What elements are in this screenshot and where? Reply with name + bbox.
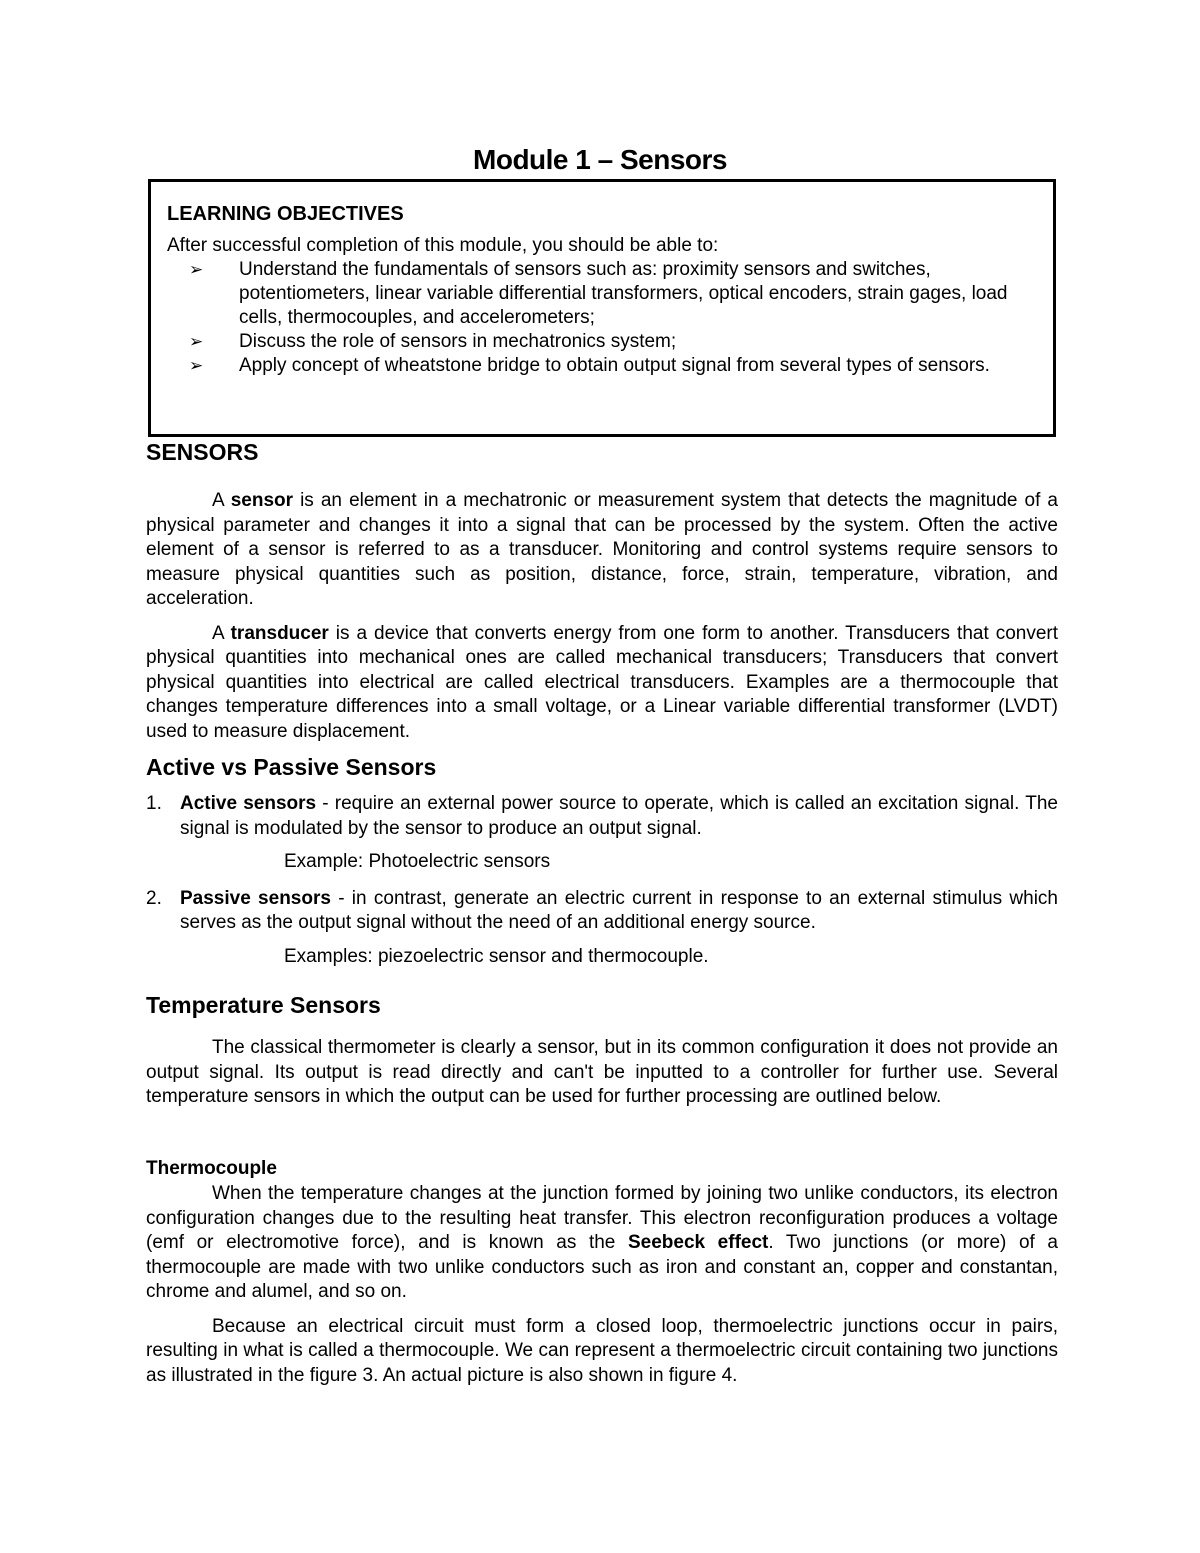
text-run: A: [212, 490, 231, 511]
sensors-heading: SENSORS: [146, 439, 259, 465]
thermocouple-paragraph-2: Because an electrical circuit must form a closed loop, thermoelectric junctions occur in pairs, resulting in what is called a thermocouple. We can represent a thermoelectric circuit containing two junctions as illustrated in the figure 3. An actual picture is also shown in figure 4.: [146, 1315, 1058, 1386]
objective-item: [167, 354, 1053, 378]
objectives-intro: After successful completion of this module, you should be able to:: [167, 235, 719, 256]
text-run: is an element in a mechatronic or measurement system that detects the magnitude of a physical parameter and changes it into a signal that can be processed by the system. Often the active element of a sensor is referred to as a transducer. Monitoring and control systems require sensors to measure physical quantities such as position, distance, force, strain, temperature, vibration, and acceleration.: [146, 490, 1059, 609]
thermocouple-section: [146, 1156, 1058, 1388]
thermocouple-heading: Thermocouple: [146, 1158, 277, 1179]
objective-text: Discuss the role of sensors in mechatronics system;: [239, 331, 677, 352]
text-run: - require an external power source to operate, which is called an excitation signal. The signal is modulated by the sensor to produce an output signal.: [180, 793, 1058, 839]
list-item: [146, 792, 1058, 841]
text-run: - in contrast, generate an electric current in response to an external stimulus which serves as the output signal without the need of an additional energy source.: [180, 887, 1058, 933]
list-item: [146, 887, 1058, 936]
arrow-bullet-icon: ➢: [189, 260, 204, 279]
term-sensor: sensor: [230, 490, 294, 511]
term-seebeck-effect: Seebeck effect: [627, 1232, 769, 1253]
sensors-paragraph-1: [146, 489, 1058, 612]
text-run: . Two junctions (or more) of a thermocouple are made with two unlike conductors such as iron and constant an, copper and constantan, chrome and alumel, and so on.: [146, 1232, 1059, 1302]
objective-text: Understand the fundamentals of sensors such as: proximity sensors and switches, potentiometers, linear variable differential transformers, optical encoders, strain gages, load cells, thermocouples, and accelerometers;: [239, 259, 1008, 328]
sensor-types-list: [146, 887, 1058, 936]
text-run: When the temperature changes at the junction formed by joining two unlike conductors, its electron configuration changes due to the resulting heat transfer. This electron reconfiguration produces a voltage (emf or electromotive force), and is known as the: [146, 1183, 1058, 1253]
sensor-types-list: [146, 792, 1058, 841]
objective-text: Apply concept of wheatstone bridge to obtain output signal from several types of sensors.: [239, 355, 990, 376]
active-passive-section: [146, 752, 1058, 969]
temperature-paragraph: The classical thermometer is clearly a sensor, but in its common configuration it does not provide an output signal. Its output is read directly and can't be inputted to a controller for further use. Several temperature sensors in which the output can be used for further processing are outlined below.: [146, 1037, 1058, 1107]
active-passive-heading: Active vs Passive Sensors: [146, 754, 437, 780]
objectives-list: [167, 258, 1053, 378]
sensors-section: [146, 437, 1058, 744]
objective-item: [167, 258, 1053, 330]
objective-item: [167, 330, 1053, 354]
text-run: A: [212, 622, 231, 644]
objectives-heading: LEARNING OBJECTIVES: [167, 203, 404, 225]
term-passive-sensors: Passive sensors: [180, 887, 331, 909]
temperature-heading: Temperature Sensors: [146, 992, 381, 1018]
page-title: Module 1 – Sensors: [473, 144, 727, 175]
text-run: is a device that converts energy from one form to another. Transducers that convert physical quantities into mechanical ones are called mechanical transducers; Transducers that convert physical quantities into electrical are called electrical transducers. Examples are a thermocouple that changes temperature differences into a small voltage, or a Linear variable differential transformer (LVDT) used to measure displacement.: [146, 622, 1059, 742]
arrow-bullet-icon: ➢: [189, 332, 204, 351]
list-number: 1.: [146, 793, 162, 814]
thermocouple-paragraph-1: [146, 1182, 1058, 1305]
temperature-section: [146, 990, 1058, 1110]
list-number: 2.: [146, 887, 162, 909]
example-line: Example: Photoelectric sensors: [284, 851, 551, 872]
term-active-sensors: Active sensors: [180, 793, 317, 814]
example-line: Examples: piezoelectric sensor and thermocouple.: [284, 945, 709, 967]
sensors-paragraph-2: [146, 622, 1058, 745]
term-transducer: transducer: [230, 622, 329, 644]
learning-objectives-box: [148, 179, 1056, 437]
arrow-bullet-icon: ➢: [189, 356, 204, 375]
